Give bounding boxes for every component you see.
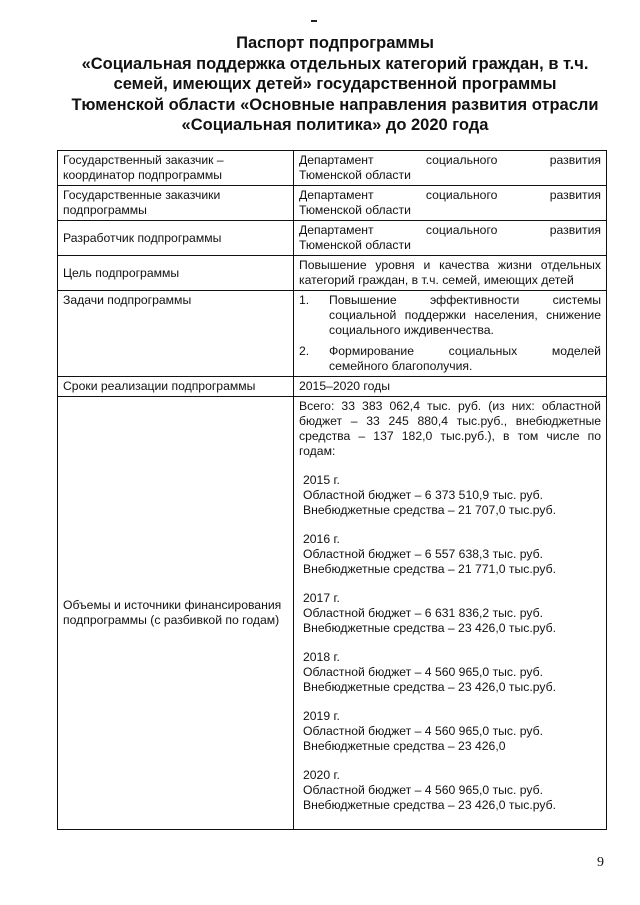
value-line: Департамент социального развития (299, 153, 601, 167)
funding-year (299, 709, 601, 754)
task-number: 2. (299, 344, 310, 358)
funding-year (299, 768, 601, 813)
task-text: Формирование социальных моделей семейного благополучия. (329, 344, 601, 373)
row-label: Задачи подпрограммы (58, 291, 294, 377)
regional-budget: Областной бюджет – 6 373 510,9 тыс. руб. (303, 488, 544, 502)
table-row (58, 151, 607, 186)
value-line: Департамент социального развития (299, 223, 601, 237)
row-label: Объемы и источники финансирования подпрограммы (с разбивкой по годам) (58, 397, 294, 830)
document-title (50, 33, 620, 136)
title-line: «Социальная политика» до 2020 года (181, 116, 489, 134)
task-number: 1. (299, 293, 310, 307)
task-text: Повышение эффективности системы социальной поддержки населения, снижение социального иждивенчества. (329, 293, 601, 337)
title-line: Паспорт подпрограммы (236, 34, 434, 52)
row-value (294, 397, 607, 830)
value-line: Тюменской области (299, 238, 411, 252)
table-row (58, 377, 607, 397)
task-item (299, 293, 601, 338)
row-value: Повышение уровня и качества жизни отдельных категорий граждан, в т.ч. семей, имеющих детей (294, 256, 607, 291)
row-label: Цель подпрограммы (58, 256, 294, 291)
title-line: семей, имеющих детей» государственной программы (113, 75, 557, 93)
extra-budget: Внебюджетные средства – 23 426,0 тыс.руб. (303, 621, 556, 635)
row-label: Государственный заказчик – координатор подпрограммы (58, 151, 294, 186)
row-value (294, 291, 607, 377)
row-label: Разработчик подпрограммы (58, 221, 294, 256)
page-number: 9 (597, 855, 604, 870)
year-label: 2016 г. (303, 532, 340, 546)
regional-budget: Областной бюджет – 4 560 965,0 тыс. руб. (303, 665, 544, 679)
year-label: 2018 г. (303, 650, 340, 664)
row-label: Государственные заказчики подпрограммы (58, 186, 294, 221)
passport-table (57, 150, 607, 830)
value-line: Департамент социального развития (299, 188, 601, 202)
table-row (58, 291, 607, 377)
regional-budget: Областной бюджет – 6 631 836,2 тыс. руб. (303, 606, 544, 620)
value-line: Тюменской области (299, 168, 411, 182)
funding-year (299, 591, 601, 636)
table-row (58, 186, 607, 221)
extra-budget: Внебюджетные средства – 23 426,0 тыс.руб. (303, 798, 556, 812)
year-label: 2015 г. (303, 473, 340, 487)
table-row (58, 256, 607, 291)
year-label: 2019 г. (303, 709, 340, 723)
title-line: Тюменской области «Основные направления развития отрасли (71, 95, 599, 114)
row-value (294, 221, 607, 256)
year-label: 2017 г. (303, 591, 340, 605)
funding-year (299, 532, 601, 577)
regional-budget: Областной бюджет – 6 557 638,3 тыс. руб. (303, 547, 544, 561)
row-value (294, 186, 607, 221)
regional-budget: Областной бюджет – 4 560 965,0 тыс. руб. (303, 724, 544, 738)
task-item (299, 344, 601, 374)
funding-year (299, 650, 601, 695)
top-dash-mark (311, 20, 317, 22)
row-value (294, 151, 607, 186)
value-line: Тюменской области (299, 203, 411, 217)
extra-budget: Внебюджетные средства – 21 707,0 тыс.руб. (303, 503, 556, 517)
row-label: Сроки реализации подпрограммы (58, 377, 294, 397)
year-label: 2020 г. (303, 768, 340, 782)
extra-budget: Внебюджетные средства – 23 426,0 тыс.руб. (303, 680, 556, 694)
funding-year (299, 473, 601, 518)
table-row (58, 221, 607, 256)
funding-total: Всего: 33 383 062,4 тыс. руб. (из них: областной бюджет – 33 245 880,4 тыс.руб., внебюджетные средства – 137 182,0 тыс.руб.), в том числе по годам: (299, 399, 601, 458)
extra-budget: Внебюджетные средства – 21 771,0 тыс.руб. (303, 562, 556, 576)
row-value: 2015–2020 годы (294, 377, 607, 397)
table-row (58, 397, 607, 830)
extra-budget: Внебюджетные средства – 23 426,0 (303, 739, 506, 753)
regional-budget: Областной бюджет – 4 560 965,0 тыс. руб. (303, 783, 544, 797)
title-line: «Социальная поддержка отдельных категорий граждан, в т.ч. (81, 54, 589, 73)
